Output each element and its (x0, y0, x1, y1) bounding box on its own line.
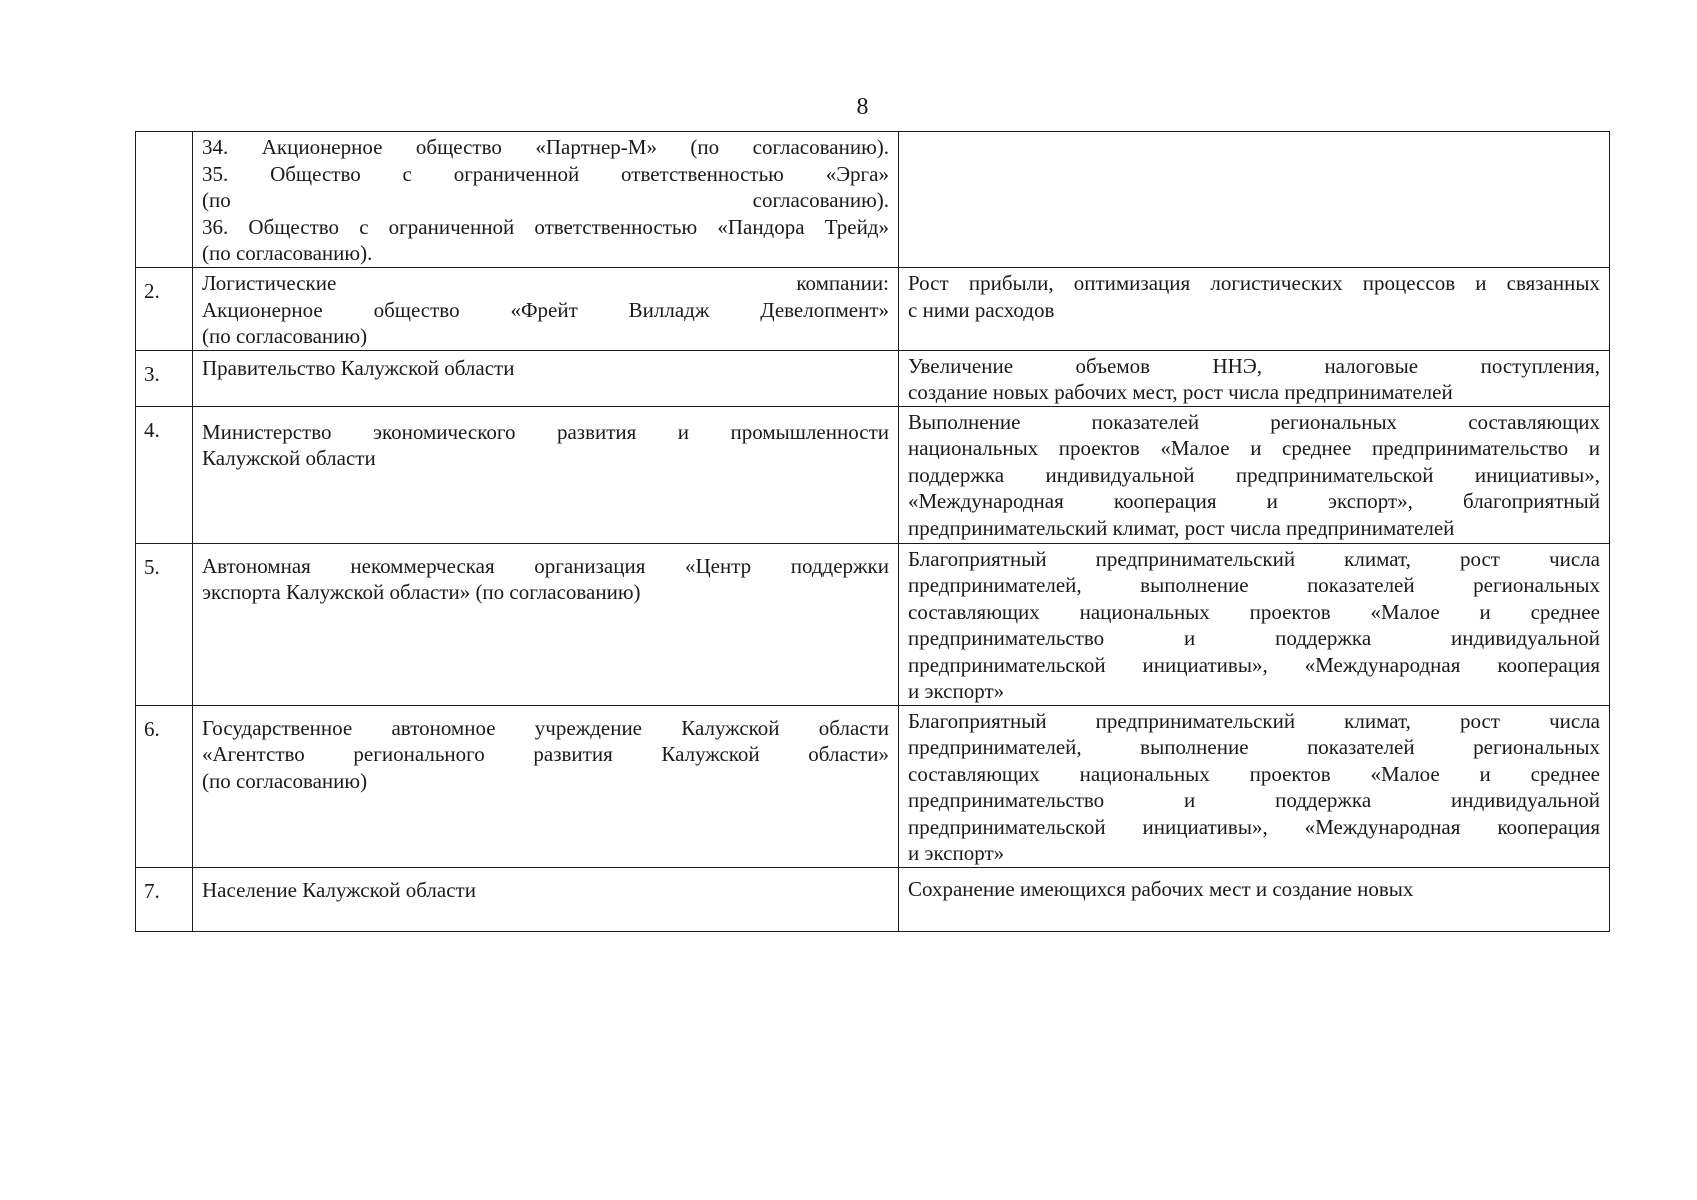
table-row (136, 132, 1610, 268)
party-cell (193, 867, 899, 931)
party-text-line: экспорта Калужской области» (по согласованию) (202, 580, 641, 604)
interest-text-line: с ними расходов (908, 297, 1055, 322)
interest-text-line: и экспорт» (908, 841, 1005, 865)
row-number-cell (136, 705, 193, 867)
interest-text-line: Увеличение объемов ННЭ, налоговые поступления, (908, 353, 1600, 378)
table-row (136, 350, 1610, 406)
party-text-line: Правительство Калужской области (202, 355, 515, 380)
party-text-line: Население Калужской области (202, 877, 476, 902)
interest-cell (899, 406, 1610, 543)
row-number-cell (136, 406, 193, 543)
stakeholders-table (135, 131, 1610, 932)
interest-text-line: составляющих национальных проектов «Малое и среднее (908, 599, 1600, 624)
party-cell (193, 350, 899, 406)
interest-text-line: и экспорт» (908, 679, 1005, 703)
party-text-line: Министерство экономического развития и промышленности (202, 419, 889, 444)
interest-cell (899, 350, 1610, 406)
party-text-line: 34. Акционерное общество «Партнер-М» (по согласованию). (202, 135, 889, 159)
interest-cell (899, 705, 1610, 867)
row-number: 7. (144, 878, 160, 903)
party-cell (193, 705, 899, 867)
row-number: 4. (144, 417, 160, 442)
party-text-line: Акционерное общество «Фрейт Вилладж Девелопмент» (202, 297, 889, 322)
table-row (136, 705, 1610, 867)
row-number-cell (136, 350, 193, 406)
interest-text-line: Благоприятный предпринимательский климат, рост числа (908, 708, 1600, 733)
row-number: 5. (144, 554, 160, 579)
party-text-line: Калужской области (202, 446, 376, 470)
party-cell (193, 268, 899, 351)
row-number-cell (136, 867, 193, 931)
table-row (136, 543, 1610, 705)
interest-cell (899, 268, 1610, 351)
party-text-line: (по согласованию). (202, 241, 373, 265)
interest-text-line: предпринимательской инициативы», «Международная кооперация (908, 814, 1600, 839)
interest-cell (899, 867, 1610, 931)
table-row (136, 406, 1610, 543)
interest-text-line: предпринимательской инициативы», «Международная кооперация (908, 652, 1600, 677)
page-number: 8 (856, 94, 869, 120)
interest-text-line: «Международная кооперация и экспорт», благоприятный (908, 489, 1600, 513)
party-text-line: Государственное автономное учреждение Калужской области (202, 715, 889, 740)
row-number-cell (136, 543, 193, 705)
row-number-cell (136, 132, 193, 268)
interest-text-line: предпринимательский климат, рост числа предпринимателей (908, 515, 1455, 540)
row-number: 3. (144, 361, 160, 386)
party-cell (193, 543, 899, 705)
interest-text-line: Рост прибыли, оптимизация логистических процессов и связанных (908, 271, 1600, 295)
party-text-line: «Агентство регионального развития Калужской области» (202, 742, 889, 766)
interest-cell (899, 132, 1610, 268)
party-text-line: (по согласованию). (202, 188, 889, 212)
party-text-line: Автономная некоммерческая организация «Центр поддержки (202, 553, 889, 578)
party-text-line: Логистические компании: (202, 271, 889, 295)
party-text-line: 35. Общество с ограниченной ответственностью «Эрга» (202, 161, 889, 186)
interest-text-line: поддержка индивидуальной предпринимательской инициативы», (908, 462, 1600, 487)
interest-cell (899, 543, 1610, 705)
party-cell (193, 132, 899, 268)
row-number: 6. (144, 716, 160, 741)
interest-text-line: создание новых рабочих мест, рост числа предпринимателей (908, 380, 1453, 404)
interest-text-line: предпринимательство и поддержка индивидуальной (908, 626, 1600, 650)
interest-text-line: предпринимательство и поддержка индивидуальной (908, 788, 1600, 812)
party-text-line: (по согласованию) (202, 324, 368, 348)
interest-text-line: Выполнение показателей региональных составляющих (908, 409, 1600, 434)
interest-text-line: предпринимателей, выполнение показателей региональных (908, 573, 1600, 597)
interest-text-line: национальных проектов «Малое и среднее предпринимательство и (908, 436, 1600, 460)
row-number: 2. (144, 279, 160, 303)
interest-text-line: Сохранение имеющихся рабочих мест и создание новых (908, 876, 1414, 901)
party-cell (193, 406, 899, 543)
row-number-cell (136, 268, 193, 351)
party-text-line: (по согласованию) (202, 768, 368, 793)
interest-text-line: составляющих национальных проектов «Малое и среднее (908, 761, 1600, 786)
interest-text-line: Благоприятный предпринимательский климат, рост числа (908, 546, 1600, 571)
interest-text-line: предпринимателей, выполнение показателей региональных (908, 735, 1600, 759)
table-body (136, 132, 1610, 932)
party-text-line: 36. Общество с ограниченной ответственностью «Пандора Трейд» (202, 214, 889, 239)
table-row (136, 867, 1610, 931)
table-row (136, 268, 1610, 351)
